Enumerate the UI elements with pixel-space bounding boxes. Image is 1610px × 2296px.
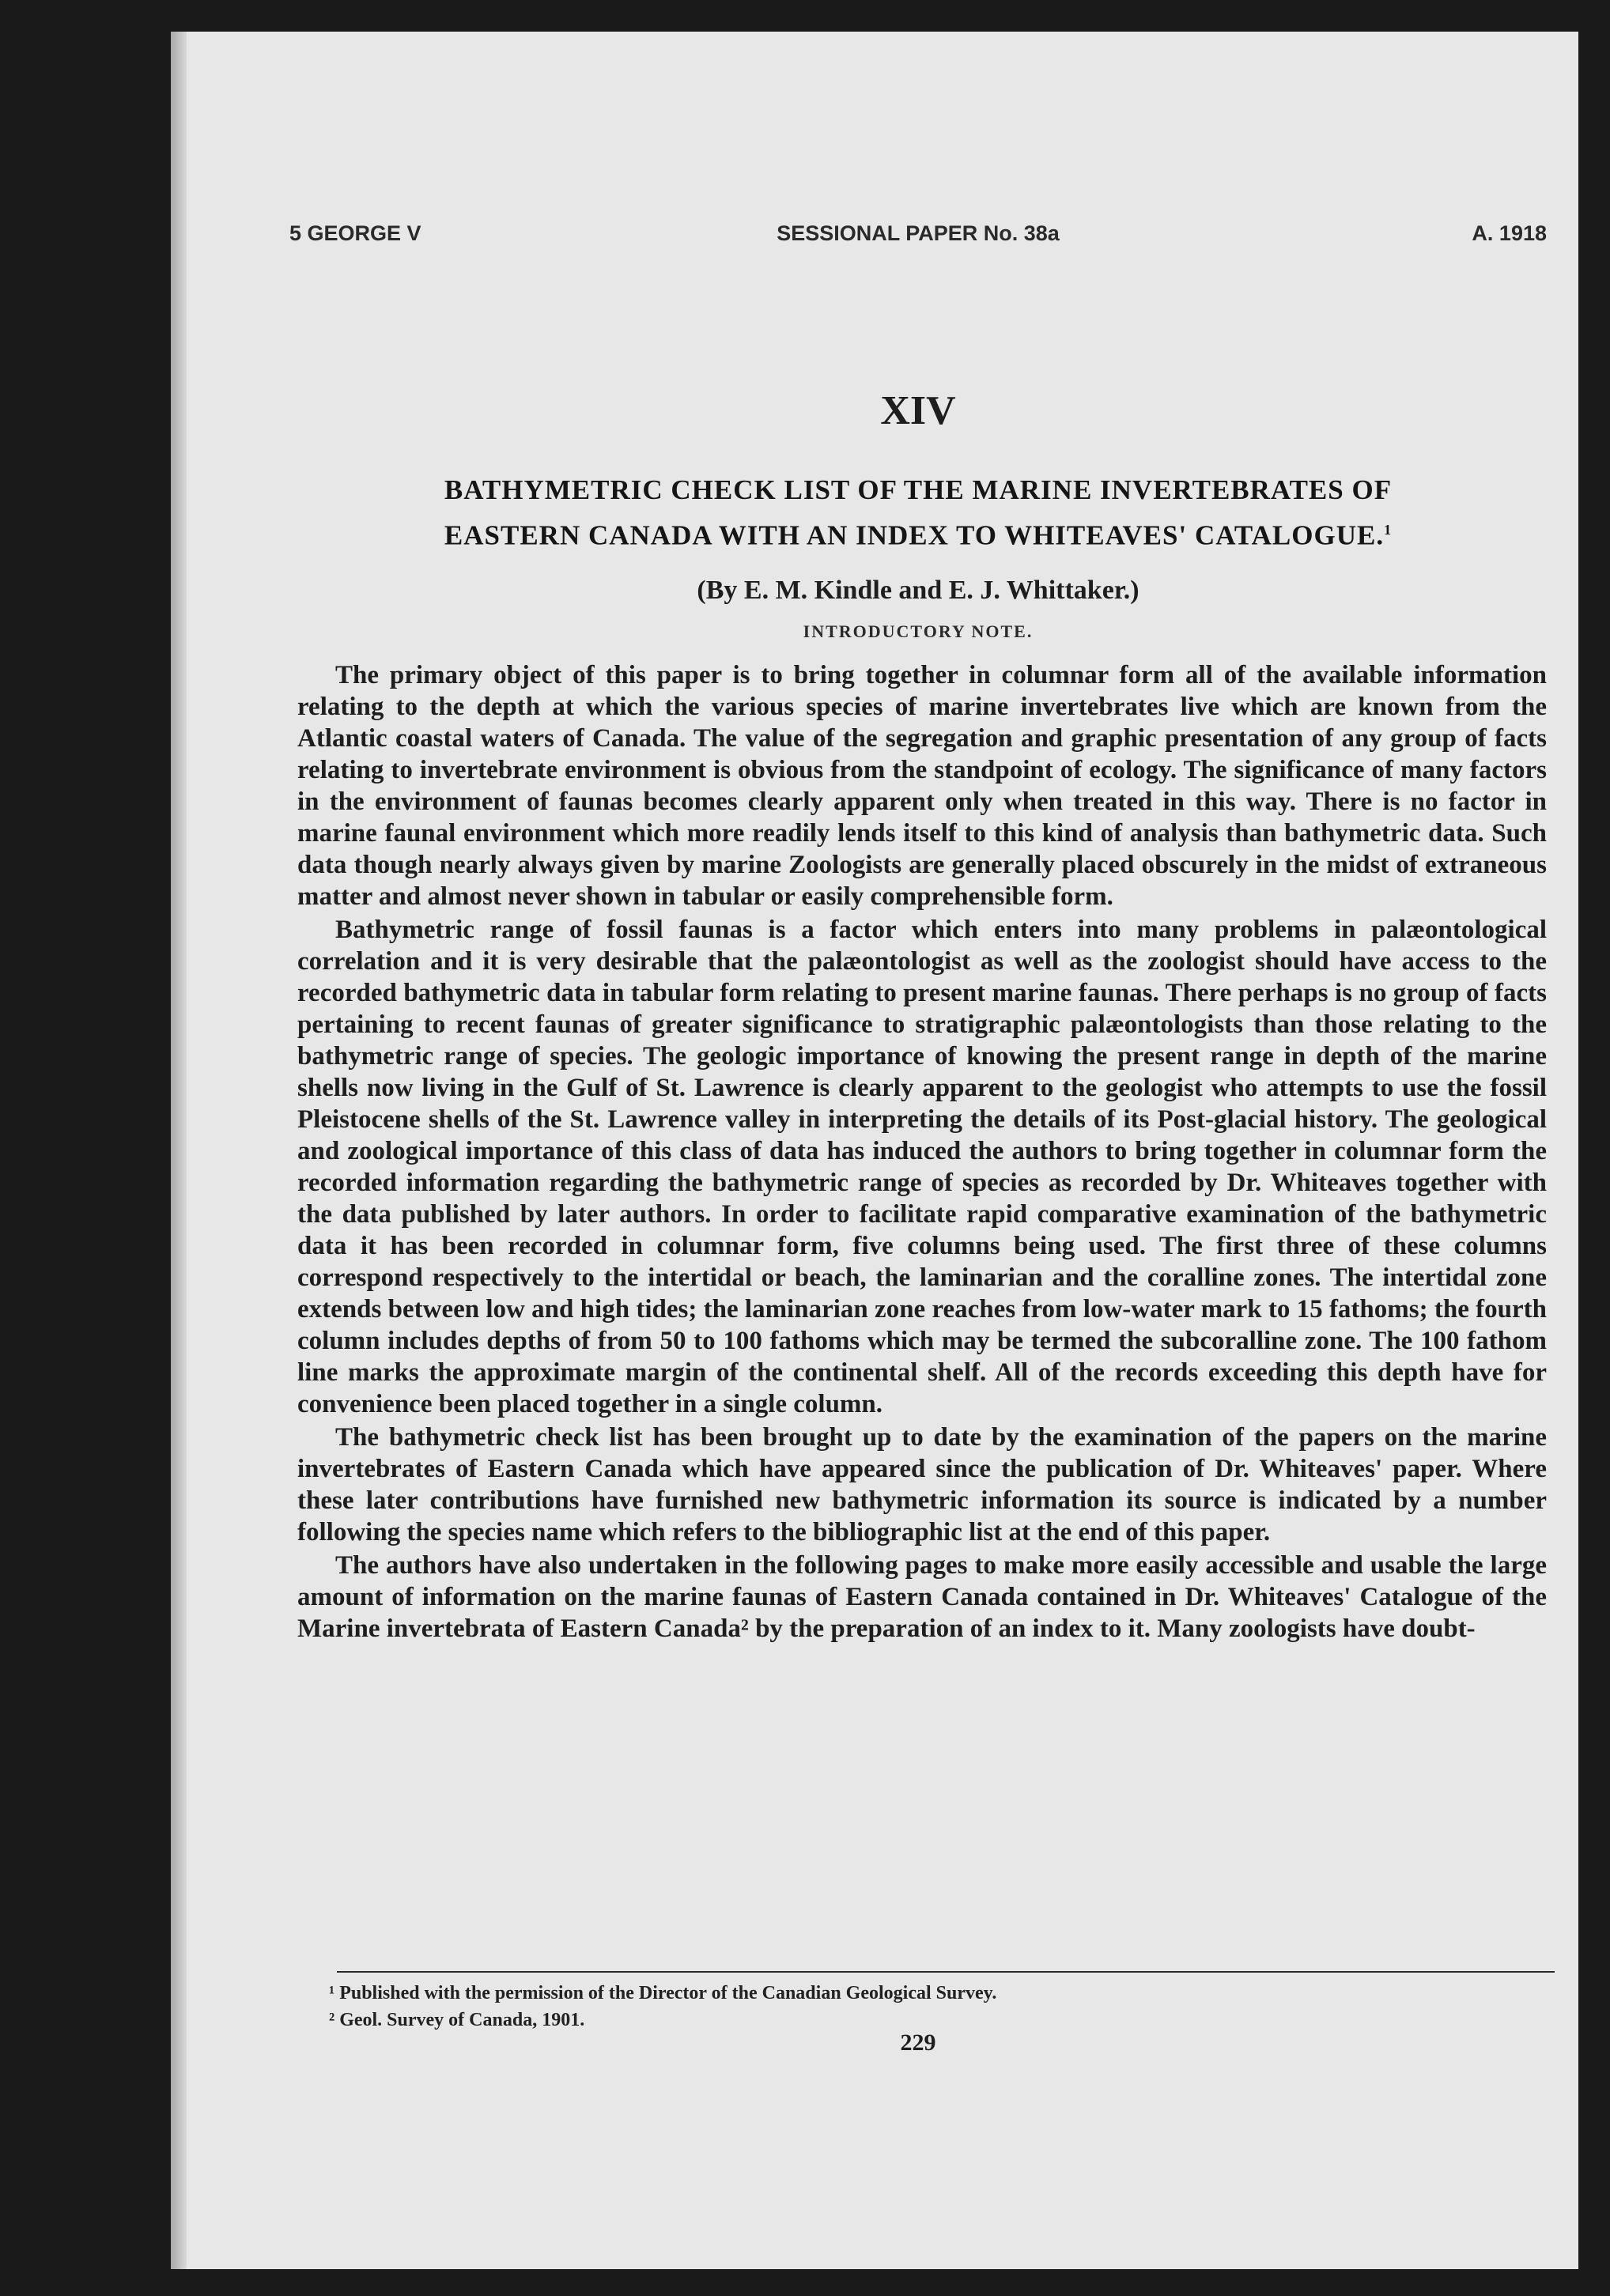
body-text <box>297 659 1547 1646</box>
running-head-sessional-paper: SESSIONAL PAPER No. 38a <box>777 221 1060 245</box>
chapter-number: XIV <box>880 388 956 433</box>
title-footnote-marker: 1 <box>1384 522 1393 538</box>
footnotes <box>329 1980 1515 2034</box>
author-byline: (By E. M. Kindle and E. J. Whittaker.) <box>697 576 1139 605</box>
document-page <box>171 32 1578 2269</box>
footnote: ¹ Published with the permission of the Director of the Canadian Geological Survey. <box>329 1983 997 2003</box>
paper-title-line-2 <box>289 510 1547 556</box>
paper-title-line-2-text: EASTERN CANADA WITH AN INDEX TO WHITEAVES' CATALOGUE. <box>444 519 1385 551</box>
running-head-regnal-year: 5 GEORGE V <box>289 221 421 245</box>
footnote-divider <box>337 1971 1555 1973</box>
footnote: ² Geol. Survey of Canada, 1901. <box>329 2010 585 2030</box>
paragraph: Bathymetric range of fossil faunas is a factor which enters into many problems in palæontological correlation and it is very desirable that the palæontologist as well as the zoologist should have access to the recorded bathymetric data in tabular form relating to present marine faunas. There perhaps is no group of facts pertaining to recent faunas of greater significance to stratigraphic palæontologists than those relating to the bathymetric range of species. The geologic importance of knowing the present range in depth of the marine shells now living in the Gulf of St. Lawrence is clearly apparent to the geologist who attempts to use the fossil Pleistocene shells of the St. Lawrence valley in interpreting the details of its Post-glacial history. The geological and zoological importance of this class of data has induced the authors to bring together in columnar form the recorded information regarding the bathymetric range of species as recorded by Dr. Whiteaves together with the data published by later authors. In order to facilitate rapid comparative examination of the bathymetric data it has been recorded in columnar form, five columns being used. The first three of these columns correspond respectively to the intertidal or beach, the laminarian and the coralline zones. The intertidal zone extends between low and high tides; the laminarian zone reaches from low-water mark to 15 fathoms; the fourth column includes depths of from 50 to 100 fathoms which may be termed the subcoralline zone. The 100 fathom line marks the approximate margin of the continental shelf. All of the records exceeding this depth have for convenience been placed together in a single column. <box>297 916 1547 1418</box>
running-head-year: A. 1918 <box>1472 221 1547 245</box>
page-binding-edge <box>171 32 187 2269</box>
paper-title <box>289 470 1547 556</box>
paper-title-line-1: BATHYMETRIC CHECK LIST OF THE MARINE INVERTEBRATES OF <box>444 474 1393 505</box>
paragraph: The bathymetric check list has been brought up to date by the examination of the papers on the marine invertebrates of Eastern Canada which have appeared since the publication of Dr. Whiteaves' paper. Where these later contributions have furnished new bathymetric information its source is indicated by a number following the species name which refers to the bibliographic list at the end of this paper. <box>297 1423 1547 1546</box>
section-heading: INTRODUCTORY NOTE. <box>803 621 1034 641</box>
paragraph: The authors have also undertaken in the following pages to make more easily accessible and usable the large amount of information on the marine faunas of Eastern Canada contained in Dr. Whiteaves' Catalogue of the Marine invertebrata of Eastern Canada² by the preparation of an index to it. Many zoologists have doubt- <box>297 1551 1547 1643</box>
page-number: 229 <box>900 2030 936 2056</box>
running-head <box>289 221 1547 253</box>
paragraph: The primary object of this paper is to bring together in columnar form all of the available information relating to the depth at which the various species of marine invertebrates live which are known from the Atlantic coastal waters of Canada. The value of the segregation and graphic presentation of any group of facts relating to invertebrate environment is obvious from the standpoint of ecology. The significance of many factors in the environment of faunas becomes clearly apparent only when treated in this way. There is no factor in marine faunal environment which more readily lends itself to this kind of analysis than bathymetric data. Such data though nearly always given by marine Zoologists are generally placed obscurely in the midst of extraneous matter and almost never shown in tabular or easily comprehensible form. <box>297 661 1547 911</box>
